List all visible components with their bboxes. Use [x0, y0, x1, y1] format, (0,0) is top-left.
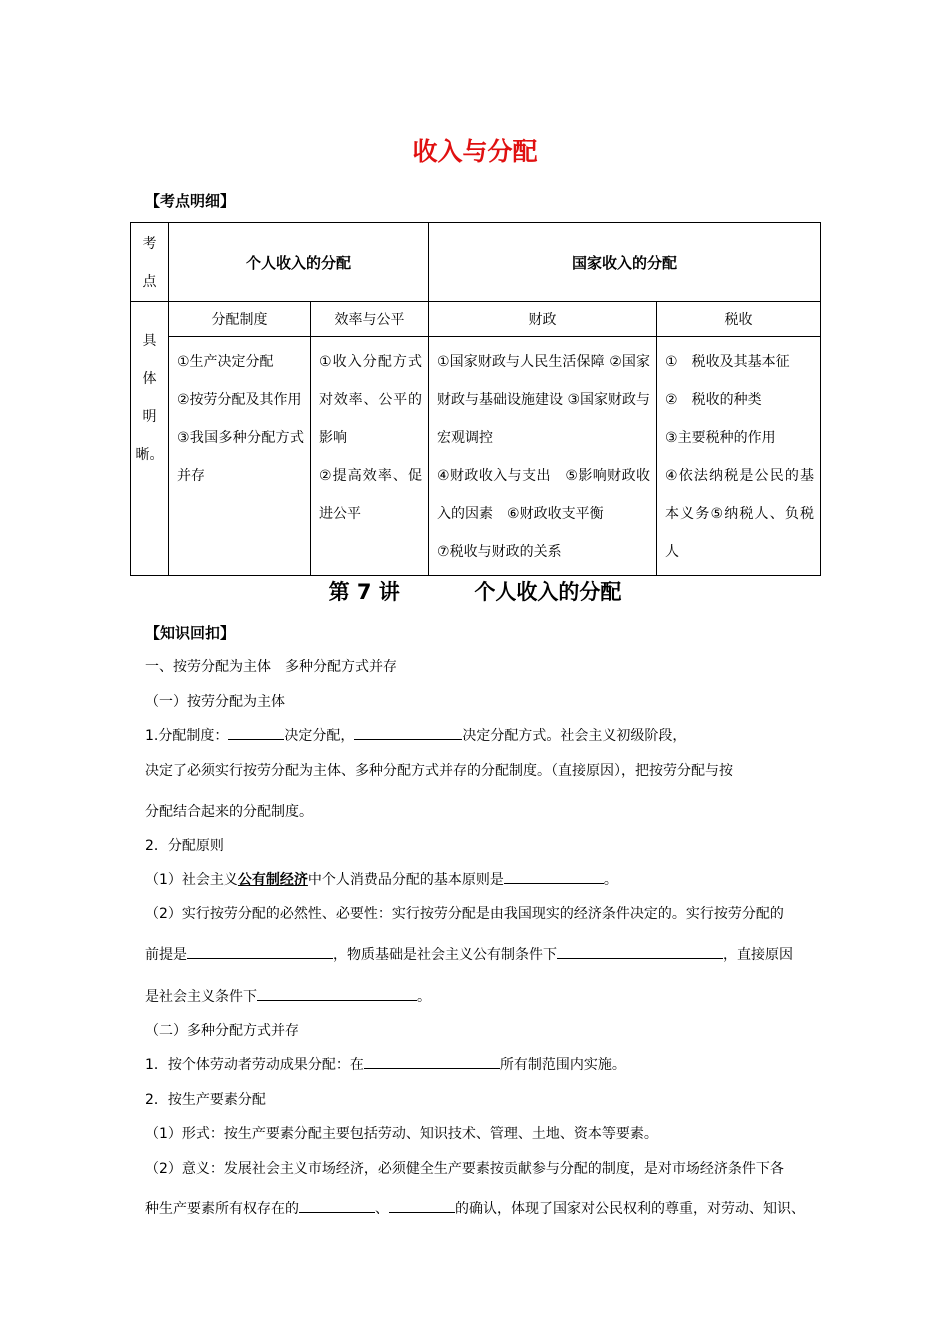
text-line: 决定了必须实行按劳分配为主体、多种分配方式并存的分配制度。（直接原因），把按劳分配与按 — [145, 763, 733, 779]
fill-blank[interactable] — [364, 1054, 500, 1069]
lesson-number: 第 7 讲 — [328, 580, 400, 604]
text-line: （一）按劳分配为主体 — [145, 694, 285, 710]
text-span: 种生产要素所有权存在的 — [145, 1201, 299, 1217]
cell-item: ①国家财政与人民生活保障 ②国家财政与基础设施建设 ③国家财政与宏观调控 — [437, 354, 651, 446]
text-line: （二）多种分配方式并存 — [145, 1023, 299, 1039]
table-corner-cell — [131, 223, 169, 302]
fill-blank[interactable] — [389, 1198, 455, 1213]
header-national-income: 国家收入的分配 — [429, 223, 821, 302]
cell-item: ③我国多种分配方式并存 — [177, 430, 304, 484]
subheader-finance: 财政 — [429, 302, 657, 337]
corner-char: 考 — [142, 236, 157, 252]
text-span: 决定分配， — [284, 728, 355, 744]
cell-item: ②提高效率、促进公平 — [319, 468, 423, 522]
text-span: 、 — [375, 1201, 389, 1217]
text-span: 是社会主义条件下 — [145, 989, 257, 1005]
text-line: （2）意义：发展社会主义市场经济，必须健全生产要素按贡献参与分配的制度，是对市场经济条件下各 — [145, 1161, 784, 1177]
cell-item: ②按劳分配及其作用 — [177, 392, 302, 408]
text-line — [145, 986, 431, 1006]
page-title: 收入与分配 — [412, 137, 538, 166]
fill-blank[interactable] — [557, 944, 723, 959]
corner-char: 点 — [142, 274, 157, 290]
cell-item: ① 税收及其基本征 — [665, 354, 790, 370]
side-char: 明 — [142, 409, 157, 425]
fill-blank[interactable] — [257, 986, 417, 1001]
text-span: ，物质基础是社会主义公有制条件下 — [333, 947, 557, 963]
text-line: 分配结合起来的分配制度。 — [145, 804, 313, 820]
cell-item: ③主要税种的作用 — [665, 430, 776, 446]
fill-blank[interactable] — [228, 725, 284, 740]
lesson-heading — [0, 576, 950, 606]
fill-blank[interactable] — [504, 869, 604, 884]
header-personal-income: 个人收入的分配 — [169, 223, 429, 302]
text-line: 2．按生产要素分配 — [145, 1092, 266, 1108]
subheader-efficiency-fairness: 效率与公平 — [311, 302, 429, 337]
fill-blank[interactable] — [299, 1198, 375, 1213]
cell-item: ①收入分配方式对效率、公平的影响 — [319, 354, 423, 446]
text-line — [145, 869, 618, 889]
section-heading-review: 【知识回扣】 — [145, 624, 236, 642]
text-span: 。 — [603, 872, 618, 888]
text-span: 中个人消费品分配的基本原则是 — [307, 872, 504, 888]
cell-efficiency-fairness — [311, 337, 429, 576]
fill-blank[interactable] — [354, 725, 462, 740]
subheader-distribution-system: 分配制度 — [169, 302, 311, 337]
section-heading-detail: 【考点明细】 — [145, 192, 236, 210]
text-span: （1）社会主义 — [145, 872, 238, 888]
cell-item: ⑦税收与财政的关系 — [437, 544, 562, 560]
text-span: 前提是 — [145, 947, 187, 963]
table-side-label — [131, 302, 169, 576]
text-span: 1．按个体劳动者劳动成果分配：在 — [145, 1057, 364, 1073]
cell-distribution-system — [169, 337, 311, 576]
text-line — [145, 1054, 626, 1074]
cell-item: ④依法纳税是公民的基本义务⑤纳税人、负税人 — [665, 468, 815, 560]
text-line: 一、按劳分配为主体 多种分配方式并存 — [145, 659, 397, 675]
text-line — [145, 1198, 805, 1218]
lesson-name: 个人收入的分配 — [474, 580, 622, 604]
fill-blank[interactable] — [187, 944, 333, 959]
text-line: （2）实行按劳分配的必然性、必要性：实行按劳分配是由我国现实的经济条件决定的。实行按劳分配的 — [145, 906, 784, 922]
text-span: 决定分配方式。社会主义初级阶段， — [462, 728, 687, 744]
exam-points-table — [130, 222, 821, 576]
text-line: （1）形式：按生产要素分配主要包括劳动、知识技术、管理、土地、资本等要素。 — [145, 1126, 658, 1142]
text-span: 的确认，体现了国家对公民权利的尊重，对劳动、知识、 — [455, 1201, 805, 1217]
cell-finance — [429, 337, 657, 576]
text-span: 所有制范围内实施。 — [499, 1057, 626, 1073]
cell-item: ② 税收的种类 — [665, 392, 762, 408]
side-char: 晰。 — [135, 447, 164, 463]
cell-taxation — [657, 337, 821, 576]
text-line — [145, 725, 686, 745]
text-span: 1.分配制度： — [145, 728, 229, 744]
cell-item: ④财政收入与支出 ⑤影响财政收入的因素 ⑥财政收支平衡 — [437, 468, 651, 522]
text-span: ，直接原因 — [723, 947, 793, 963]
text-line: 2．分配原则 — [145, 838, 224, 854]
text-span: 。 — [417, 989, 431, 1005]
cell-item: ①生产决定分配 — [177, 354, 274, 370]
side-char: 体 — [142, 371, 157, 387]
subheader-taxation: 税收 — [657, 302, 821, 337]
text-line — [145, 944, 793, 964]
side-char: 具 — [142, 333, 157, 349]
key-term: 公有制经济 — [237, 872, 308, 888]
